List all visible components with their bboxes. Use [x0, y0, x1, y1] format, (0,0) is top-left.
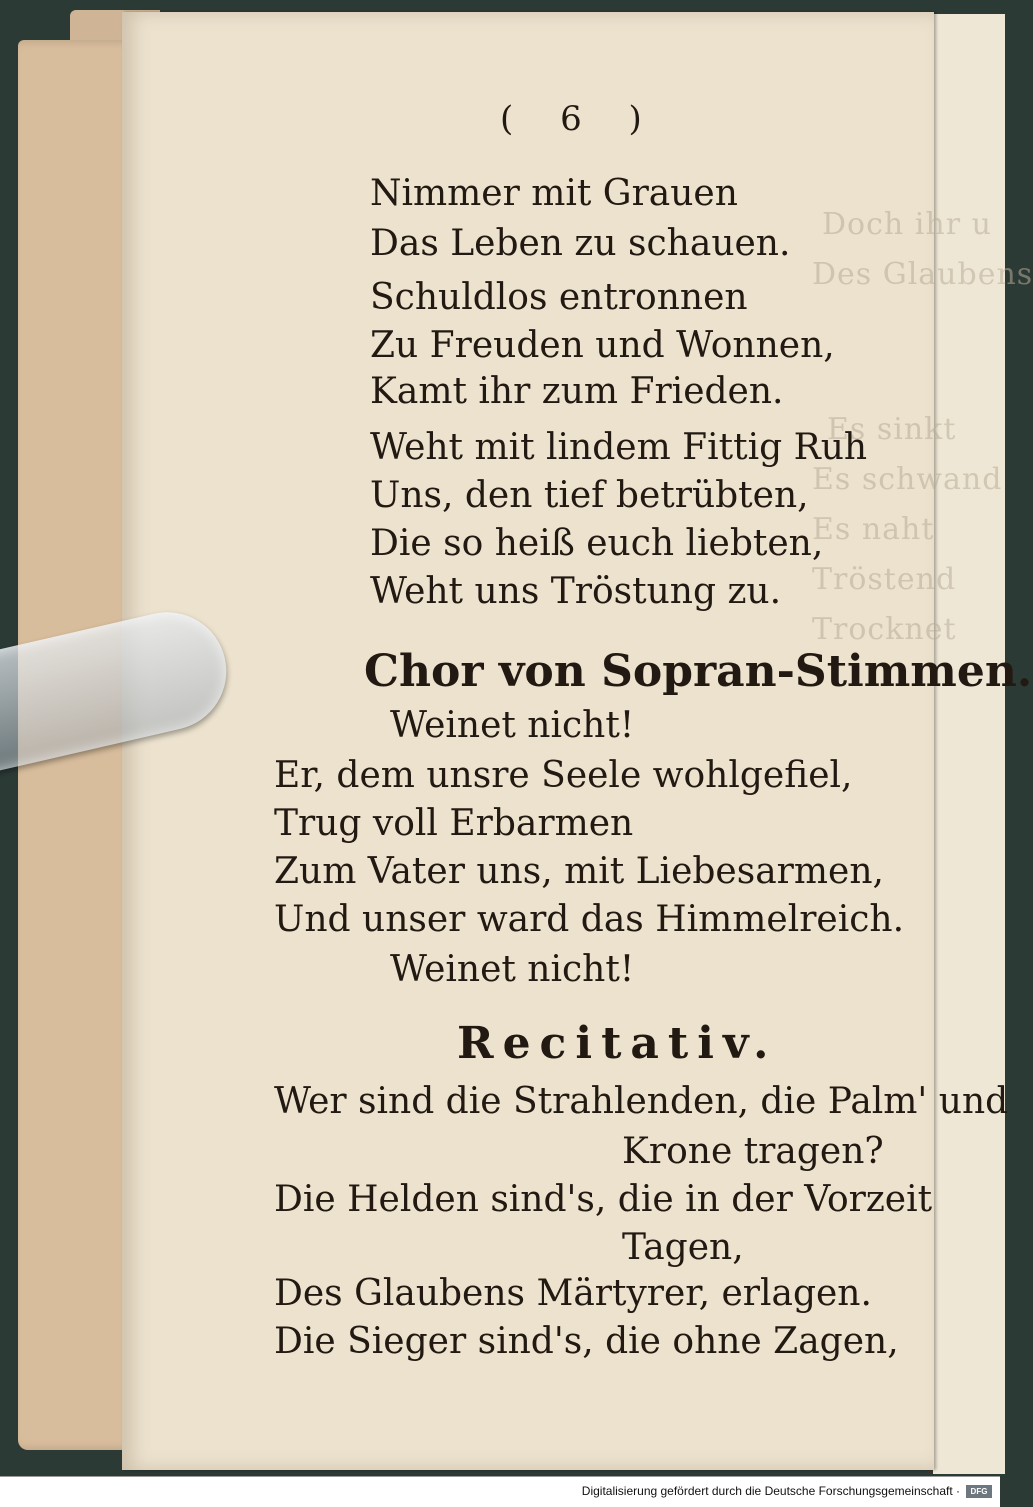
verse-line: Tagen,: [622, 1227, 744, 1268]
verse-line: Weht uns Tröstung zu.: [370, 571, 782, 612]
verse-line: Kamt ihr zum Frieden.: [370, 371, 784, 412]
verse-line: Das Leben zu schauen.: [370, 223, 791, 264]
verse-line: Zu Freuden und Wonnen,: [370, 325, 835, 366]
bleed-through: Es sinkt: [827, 412, 957, 447]
page-number: ( 6 ): [500, 99, 660, 139]
book-page: [122, 12, 1033, 1470]
bleed-through: Des Glaubens: [812, 257, 1033, 292]
verse-line: Weinet nicht!: [390, 949, 635, 990]
section-heading: Chor von Sopran-Stimmen.: [364, 646, 1033, 697]
verse-line: Die Helden sind's, die in der Vorzeit: [274, 1179, 933, 1220]
verse-line: Weinet nicht!: [390, 705, 635, 746]
section-heading: Recitativ.: [457, 1018, 778, 1069]
verse-line: Weht mit lindem Fittig Ruh: [370, 427, 868, 468]
bleed-through: Trocknet: [812, 612, 957, 647]
bleed-through: Doch ihr u: [822, 207, 992, 242]
verse-line: Die Sieger sind's, die ohne Zagen,: [274, 1321, 899, 1362]
footer-credit: Digitalisierung gefördert durch die Deutsche Forschungsgemeinschaft ·: [581, 1484, 960, 1498]
bleed-through: Es naht: [812, 512, 935, 547]
verse-line: Trug voll Erbarmen: [274, 803, 634, 844]
verse-line: Des Glaubens Märtyrer, erlagen.: [274, 1273, 872, 1314]
bleed-through: Tröstend: [812, 562, 957, 597]
dfg-logo-icon: DFG: [966, 1485, 992, 1498]
bleed-through: Es schwand: [812, 462, 1003, 497]
verse-line: Die so heiß euch liebten,: [370, 523, 824, 564]
verse-line: Wer sind die Strahlenden, die Palm' und: [274, 1081, 1009, 1122]
verse-line: Und unser ward das Himmelreich.: [274, 899, 905, 940]
verse-line: Zum Vater uns, mit Liebesarmen,: [274, 851, 884, 892]
footer-bar: [0, 1476, 1000, 1507]
verse-line: Er, dem unsre Seele wohlgefiel,: [274, 755, 853, 796]
verse-line: Schuldlos entronnen: [370, 277, 748, 318]
verse-line: Uns, den tief betrübten,: [370, 475, 809, 516]
verse-line: Nimmer mit Grauen: [370, 173, 738, 214]
verse-line: Krone tragen?: [622, 1131, 884, 1172]
